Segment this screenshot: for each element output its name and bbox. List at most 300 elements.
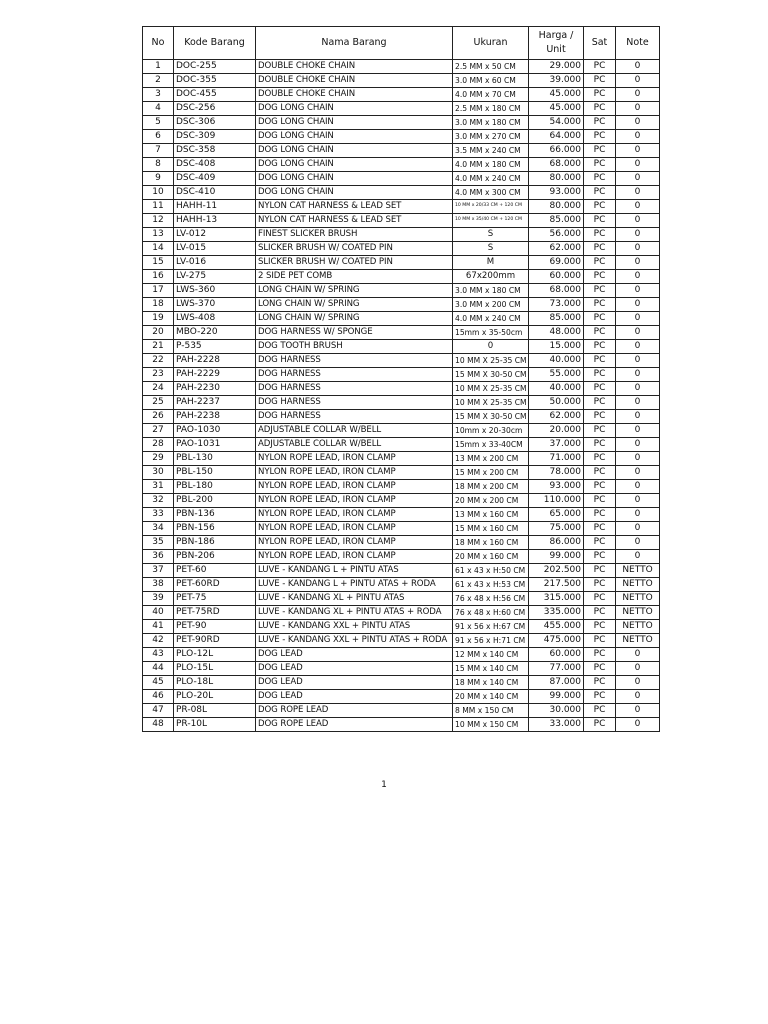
cell-note: 0 (616, 480, 660, 494)
cell-sat: PC (584, 438, 616, 452)
cell-sat: PC (584, 102, 616, 116)
cell-code: DSC-256 (174, 102, 256, 116)
cell-name: DOG LONG CHAIN (256, 172, 453, 186)
cell-name: DOUBLE CHOKE CHAIN (256, 60, 453, 74)
cell-no: 8 (143, 158, 174, 172)
table-row (143, 410, 660, 424)
cell-no: 41 (143, 620, 174, 634)
cell-sat: PC (584, 256, 616, 270)
cell-note: 0 (616, 522, 660, 536)
cell-price: 80.000 (529, 200, 584, 214)
cell-no: 35 (143, 536, 174, 550)
cell-note: 0 (616, 536, 660, 550)
table-row (143, 368, 660, 382)
cell-note: 0 (616, 186, 660, 200)
cell-size: 67x200mm (453, 270, 529, 284)
cell-name: LUVE - KANDANG XXL + PINTU ATAS (256, 620, 453, 634)
table-row (143, 690, 660, 704)
cell-price: 87.000 (529, 676, 584, 690)
cell-size: 10 MM X 25-35 CM (453, 354, 529, 368)
cell-no: 19 (143, 312, 174, 326)
cell-note: 0 (616, 116, 660, 130)
cell-name: DOG HARNESS (256, 382, 453, 396)
cell-price: 110.000 (529, 494, 584, 508)
cell-no: 33 (143, 508, 174, 522)
cell-price: 75.000 (529, 522, 584, 536)
cell-price: 45.000 (529, 102, 584, 116)
cell-size: 10 MM x 150 CM (453, 718, 529, 732)
cell-code: LV-016 (174, 256, 256, 270)
cell-price: 202.500 (529, 564, 584, 578)
cell-price: 30.000 (529, 704, 584, 718)
cell-price: 40.000 (529, 382, 584, 396)
cell-name: SLICKER BRUSH W/ COATED PIN (256, 242, 453, 256)
cell-price: 54.000 (529, 116, 584, 130)
cell-code: PET-60 (174, 564, 256, 578)
cell-code: PAH-2230 (174, 382, 256, 396)
cell-name: NYLON ROPE LEAD, IRON CLAMP (256, 536, 453, 550)
cell-sat: PC (584, 354, 616, 368)
cell-size: 20 MM x 160 CM (453, 550, 529, 564)
cell-name: LONG CHAIN W/ SPRING (256, 284, 453, 298)
cell-note: 0 (616, 368, 660, 382)
table-row (143, 200, 660, 214)
table-row (143, 312, 660, 326)
header-note: Note (616, 27, 660, 60)
cell-code: DOC-255 (174, 60, 256, 74)
cell-note: 0 (616, 326, 660, 340)
table-row (143, 270, 660, 284)
cell-note: 0 (616, 424, 660, 438)
cell-size: 4.0 MM x 240 CM (453, 312, 529, 326)
cell-price: 99.000 (529, 690, 584, 704)
cell-name: NYLON ROPE LEAD, IRON CLAMP (256, 466, 453, 480)
cell-sat: PC (584, 424, 616, 438)
cell-size: 13 MM x 200 CM (453, 452, 529, 466)
cell-no: 12 (143, 214, 174, 228)
cell-code: LV-015 (174, 242, 256, 256)
cell-size: 15 MM x 140 CM (453, 662, 529, 676)
cell-note: NETTO (616, 620, 660, 634)
cell-no: 32 (143, 494, 174, 508)
cell-name: FINEST SLICKER BRUSH (256, 228, 453, 242)
cell-no: 34 (143, 522, 174, 536)
cell-code: PBL-200 (174, 494, 256, 508)
table-row (143, 102, 660, 116)
cell-sat: PC (584, 662, 616, 676)
cell-name: SLICKER BRUSH W/ COATED PIN (256, 256, 453, 270)
cell-price: 15.000 (529, 340, 584, 354)
cell-note: NETTO (616, 634, 660, 648)
cell-code: PET-75 (174, 592, 256, 606)
cell-name: DOG ROPE LEAD (256, 704, 453, 718)
cell-sat: PC (584, 186, 616, 200)
cell-code: PBL-150 (174, 466, 256, 480)
cell-price: 60.000 (529, 270, 584, 284)
cell-name: NYLON CAT HARNESS & LEAD SET (256, 214, 453, 228)
cell-note: 0 (616, 242, 660, 256)
cell-no: 44 (143, 662, 174, 676)
cell-no: 24 (143, 382, 174, 396)
cell-sat: PC (584, 116, 616, 130)
cell-code: PAO-1031 (174, 438, 256, 452)
cell-no: 45 (143, 676, 174, 690)
cell-price: 64.000 (529, 130, 584, 144)
cell-size: 91 x 56 x H:67 CM (453, 620, 529, 634)
cell-note: 0 (616, 88, 660, 102)
cell-name: LUVE - KANDANG L + PINTU ATAS (256, 564, 453, 578)
header-price-line1: Harga / (538, 29, 574, 41)
cell-code: PBN-186 (174, 536, 256, 550)
table-row (143, 606, 660, 620)
cell-no: 29 (143, 452, 174, 466)
cell-size: 18 MM x 140 CM (453, 676, 529, 690)
table-row (143, 298, 660, 312)
table-row (143, 74, 660, 88)
cell-sat: PC (584, 382, 616, 396)
cell-note: 0 (616, 158, 660, 172)
cell-price: 65.000 (529, 508, 584, 522)
cell-code: PAH-2238 (174, 410, 256, 424)
cell-note: 0 (616, 718, 660, 732)
cell-name: NYLON ROPE LEAD, IRON CLAMP (256, 508, 453, 522)
cell-price: 40.000 (529, 354, 584, 368)
cell-price: 55.000 (529, 368, 584, 382)
cell-sat: PC (584, 284, 616, 298)
cell-sat: PC (584, 242, 616, 256)
cell-note: 0 (616, 74, 660, 88)
cell-sat: PC (584, 536, 616, 550)
cell-code: MBO-220 (174, 326, 256, 340)
cell-sat: PC (584, 74, 616, 88)
table-row (143, 634, 660, 648)
cell-no: 47 (143, 704, 174, 718)
cell-note: 0 (616, 270, 660, 284)
cell-no: 10 (143, 186, 174, 200)
cell-size: 10mm x 20-30cm (453, 424, 529, 438)
cell-size: 13 MM x 160 CM (453, 508, 529, 522)
cell-note: 0 (616, 410, 660, 424)
header-price-line2: Unit (546, 44, 566, 55)
cell-no: 16 (143, 270, 174, 284)
cell-price: 68.000 (529, 158, 584, 172)
cell-code: PET-60RD (174, 578, 256, 592)
cell-no: 38 (143, 578, 174, 592)
cell-sat: PC (584, 606, 616, 620)
table-row (143, 158, 660, 172)
cell-code: LV-012 (174, 228, 256, 242)
table-row (143, 424, 660, 438)
cell-name: DOG LONG CHAIN (256, 158, 453, 172)
cell-name: 2 SIDE PET COMB (256, 270, 453, 284)
cell-sat: PC (584, 564, 616, 578)
table-row (143, 494, 660, 508)
cell-price: 39.000 (529, 74, 584, 88)
cell-price: 45.000 (529, 88, 584, 102)
table-row (143, 88, 660, 102)
cell-name: NYLON ROPE LEAD, IRON CLAMP (256, 550, 453, 564)
cell-name: DOG LONG CHAIN (256, 186, 453, 200)
cell-code: PBN-156 (174, 522, 256, 536)
cell-sat: PC (584, 144, 616, 158)
cell-sat: PC (584, 88, 616, 102)
cell-sat: PC (584, 396, 616, 410)
cell-code: DSC-408 (174, 158, 256, 172)
cell-code: PBL-180 (174, 480, 256, 494)
cell-note: 0 (616, 312, 660, 326)
cell-code: PBN-206 (174, 550, 256, 564)
cell-price: 73.000 (529, 298, 584, 312)
cell-no: 30 (143, 466, 174, 480)
page-number: 1 (381, 780, 387, 790)
cell-no: 5 (143, 116, 174, 130)
cell-size: 15mm x 35-50cm (453, 326, 529, 340)
cell-name: DOG LONG CHAIN (256, 116, 453, 130)
cell-no: 14 (143, 242, 174, 256)
cell-size: S (453, 228, 529, 242)
cell-price: 71.000 (529, 452, 584, 466)
table-row (143, 60, 660, 74)
cell-size: 18 MM x 160 CM (453, 536, 529, 550)
table-row (143, 550, 660, 564)
cell-sat: PC (584, 130, 616, 144)
cell-price: 455.000 (529, 620, 584, 634)
cell-price: 85.000 (529, 214, 584, 228)
cell-name: DOG HARNESS (256, 368, 453, 382)
cell-note: 0 (616, 550, 660, 564)
cell-code: PBN-136 (174, 508, 256, 522)
table-row (143, 676, 660, 690)
cell-name: DOUBLE CHOKE CHAIN (256, 74, 453, 88)
cell-size: 4.0 MM x 70 CM (453, 88, 529, 102)
cell-sat: PC (584, 634, 616, 648)
table-row (143, 326, 660, 340)
cell-no: 39 (143, 592, 174, 606)
cell-name: LUVE - KANDANG XL + PINTU ATAS (256, 592, 453, 606)
table-row (143, 648, 660, 662)
cell-size: 4.0 MM x 180 CM (453, 158, 529, 172)
table-row (143, 228, 660, 242)
cell-code: DSC-410 (174, 186, 256, 200)
cell-no: 2 (143, 74, 174, 88)
cell-size: 3.0 MM x 180 CM (453, 116, 529, 130)
cell-price: 56.000 (529, 228, 584, 242)
cell-price: 315.000 (529, 592, 584, 606)
cell-name: ADJUSTABLE COLLAR W/BELL (256, 438, 453, 452)
cell-no: 25 (143, 396, 174, 410)
cell-note: NETTO (616, 564, 660, 578)
cell-sat: PC (584, 172, 616, 186)
cell-price: 93.000 (529, 480, 584, 494)
cell-price: 66.000 (529, 144, 584, 158)
cell-no: 46 (143, 690, 174, 704)
cell-code: HAHH-13 (174, 214, 256, 228)
table-row (143, 536, 660, 550)
cell-size: 15mm x 33-40CM (453, 438, 529, 452)
cell-price: 475.000 (529, 634, 584, 648)
cell-size: 4.0 MM x 300 CM (453, 186, 529, 200)
cell-sat: PC (584, 718, 616, 732)
cell-code: DSC-309 (174, 130, 256, 144)
cell-name: LONG CHAIN W/ SPRING (256, 298, 453, 312)
cell-no: 26 (143, 410, 174, 424)
cell-name: DOG LEAD (256, 648, 453, 662)
cell-size: 15 MM x 160 CM (453, 522, 529, 536)
cell-price: 217.500 (529, 578, 584, 592)
cell-sat: PC (584, 578, 616, 592)
cell-name: LUVE - KANDANG L + PINTU ATAS + RODA (256, 578, 453, 592)
cell-size: 3.0 MM x 180 CM (453, 284, 529, 298)
cell-name: DOG LEAD (256, 676, 453, 690)
table-row (143, 214, 660, 228)
cell-note: 0 (616, 130, 660, 144)
table-row (143, 130, 660, 144)
cell-sat: PC (584, 466, 616, 480)
cell-note: 0 (616, 102, 660, 116)
cell-name: ADJUSTABLE COLLAR W/BELL (256, 424, 453, 438)
cell-size: 61 x 43 x H:50 CM (453, 564, 529, 578)
cell-no: 28 (143, 438, 174, 452)
cell-sat: PC (584, 158, 616, 172)
cell-name: DOG HARNESS (256, 396, 453, 410)
cell-code: PET-75RD (174, 606, 256, 620)
cell-code: DSC-306 (174, 116, 256, 130)
cell-sat: PC (584, 480, 616, 494)
cell-note: 0 (616, 452, 660, 466)
table-row (143, 508, 660, 522)
cell-name: DOG LONG CHAIN (256, 130, 453, 144)
cell-price: 20.000 (529, 424, 584, 438)
cell-sat: PC (584, 620, 616, 634)
cell-size: M (453, 256, 529, 270)
header-name: Nama Barang (256, 27, 453, 60)
cell-name: NYLON ROPE LEAD, IRON CLAMP (256, 494, 453, 508)
price-list-table (142, 26, 660, 732)
cell-no: 37 (143, 564, 174, 578)
cell-size: 20 MM x 200 CM (453, 494, 529, 508)
cell-code: LWS-360 (174, 284, 256, 298)
cell-size: 20 MM x 140 CM (453, 690, 529, 704)
cell-code: PAH-2229 (174, 368, 256, 382)
cell-note: 0 (616, 648, 660, 662)
cell-size: 2.5 MM x 180 CM (453, 102, 529, 116)
header-row (143, 27, 660, 60)
table-row (143, 256, 660, 270)
cell-note: 0 (616, 60, 660, 74)
cell-note: 0 (616, 354, 660, 368)
cell-name: DOG ROPE LEAD (256, 718, 453, 732)
cell-name: LONG CHAIN W/ SPRING (256, 312, 453, 326)
cell-sat: PC (584, 298, 616, 312)
cell-code: PR-10L (174, 718, 256, 732)
cell-no: 48 (143, 718, 174, 732)
cell-sat: PC (584, 214, 616, 228)
cell-no: 31 (143, 480, 174, 494)
cell-code: PAH-2237 (174, 396, 256, 410)
cell-note: 0 (616, 214, 660, 228)
table-row (143, 186, 660, 200)
cell-price: 48.000 (529, 326, 584, 340)
cell-sat: PC (584, 508, 616, 522)
cell-sat: PC (584, 494, 616, 508)
cell-no: 36 (143, 550, 174, 564)
cell-note: NETTO (616, 578, 660, 592)
cell-no: 11 (143, 200, 174, 214)
cell-name: NYLON ROPE LEAD, IRON CLAMP (256, 522, 453, 536)
cell-no: 9 (143, 172, 174, 186)
cell-size: 10 MM X 25-35 CM (453, 382, 529, 396)
cell-code: P-535 (174, 340, 256, 354)
cell-code: PAH-2228 (174, 354, 256, 368)
cell-name: DOG LONG CHAIN (256, 144, 453, 158)
cell-code: LWS-408 (174, 312, 256, 326)
table-row (143, 522, 660, 536)
table-row (143, 704, 660, 718)
cell-no: 27 (143, 424, 174, 438)
cell-code: PLO-12L (174, 648, 256, 662)
table-row (143, 662, 660, 676)
cell-price: 80.000 (529, 172, 584, 186)
cell-size: 8 MM x 150 CM (453, 704, 529, 718)
cell-note: 0 (616, 494, 660, 508)
cell-price: 86.000 (529, 536, 584, 550)
cell-size: 18 MM x 200 CM (453, 480, 529, 494)
cell-name: LUVE - KANDANG XL + PINTU ATAS + RODA (256, 606, 453, 620)
header-code: Kode Barang (174, 27, 256, 60)
cell-price: 99.000 (529, 550, 584, 564)
cell-note: 0 (616, 172, 660, 186)
cell-note: 0 (616, 690, 660, 704)
cell-no: 43 (143, 648, 174, 662)
cell-size: 3.0 MM x 270 CM (453, 130, 529, 144)
cell-code: DOC-455 (174, 88, 256, 102)
cell-name: DOG LEAD (256, 690, 453, 704)
cell-code: LV-275 (174, 270, 256, 284)
cell-sat: PC (584, 60, 616, 74)
cell-size: 76 x 48 x H:60 CM (453, 606, 529, 620)
cell-size: 3.5 MM x 240 CM (453, 144, 529, 158)
table-row (143, 578, 660, 592)
cell-note: 0 (616, 144, 660, 158)
cell-size: 4.0 MM x 240 CM (453, 172, 529, 186)
cell-note: 0 (616, 396, 660, 410)
cell-no: 17 (143, 284, 174, 298)
table-row (143, 144, 660, 158)
table-row (143, 718, 660, 732)
cell-size: 3.0 MM x 200 CM (453, 298, 529, 312)
cell-sat: PC (584, 592, 616, 606)
cell-price: 68.000 (529, 284, 584, 298)
cell-no: 22 (143, 354, 174, 368)
table-row (143, 466, 660, 480)
cell-name: NYLON ROPE LEAD, IRON CLAMP (256, 452, 453, 466)
cell-size: 12 MM x 140 CM (453, 648, 529, 662)
table-row (143, 438, 660, 452)
cell-note: 0 (616, 508, 660, 522)
cell-note: 0 (616, 438, 660, 452)
cell-code: PLO-20L (174, 690, 256, 704)
cell-code: DOC-355 (174, 74, 256, 88)
table-row (143, 354, 660, 368)
cell-code: PAO-1030 (174, 424, 256, 438)
cell-sat: PC (584, 452, 616, 466)
cell-size: 15 MM X 30-50 CM (453, 410, 529, 424)
cell-size: 10 MM X 25-35 CM (453, 396, 529, 410)
cell-code: PLO-18L (174, 676, 256, 690)
header-price (529, 27, 584, 60)
table-row (143, 284, 660, 298)
cell-name: DOG HARNESS W/ SPONGE (256, 326, 453, 340)
